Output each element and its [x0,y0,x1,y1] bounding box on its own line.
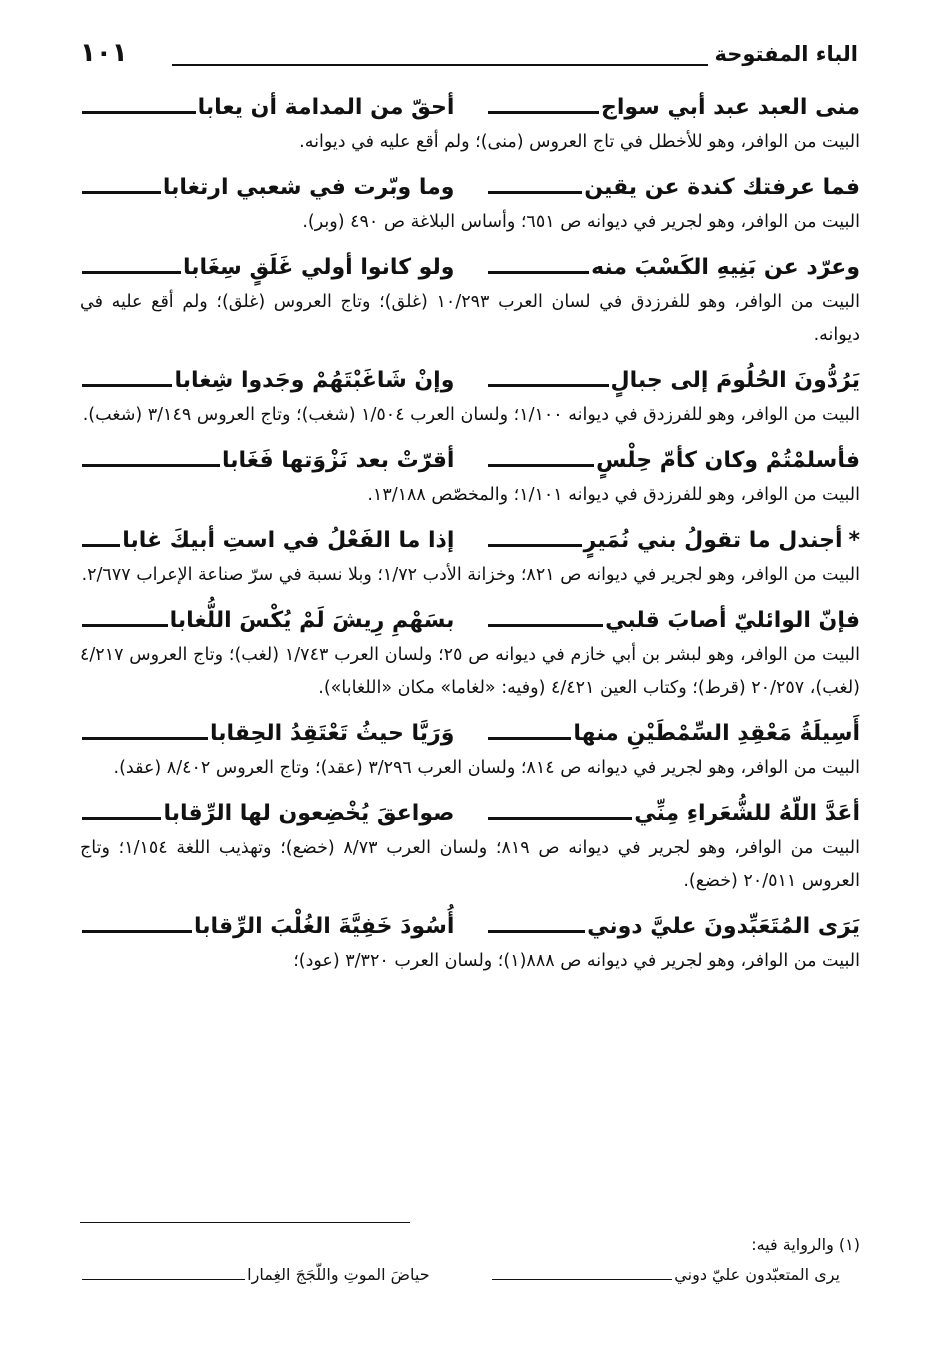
entry [80,90,860,159]
verse-note: البيت من الوافر، وهو للفرزدق في ديوانه ١/١٠٠؛ ولسان العرب ١/٥٠٤ (شغب)؛ وتاج العروس ٣/١٤٩ (شغب). [82,405,860,425]
verse [80,716,860,752]
footnote-text: والرواية فيه: [751,1235,834,1254]
verse-note: البيت من الوافر، وهو للفرزدق في ديوانه ١/١٠١؛ والمخصّص ١٣/١٨٨. [367,485,860,505]
verse-note: البيت من الوافر، وهو لبشر بن أبي خازم في ديوانه ص ٢٥؛ ولسان العرب ١/٧٤٣ (لغب)؛ وتاج العروس ٤/٢١٧ (لغب)، ٢٠/٢٥٧ (قرط)؛ وكتاب العين ٤/٤٢١ (وفيه: «لغاما» مكان «اللغابا»). [80,645,860,698]
verse [80,170,860,206]
first-hemistich: أَسِيلَةُ مَعْقِدِ السِّمْطَيْنِ منها [486,716,860,752]
first-hemistich: فأسلمْتُمْ وكان كأمّ حِلْسٍ [486,443,860,479]
second-hemistich: وَرَيَّا حيثُ تَعْتَقِدُ الحِقابا [80,716,454,752]
verse-note: البيت من الوافر، وهو للأخطل في تاج العروس (منى)؛ ولم أقع عليه في ديوانه. [299,132,860,152]
verse [80,443,860,479]
verse [80,523,860,559]
first-hemistich: * أجندل ما تقولُ بني نُمَيرٍ [486,523,860,559]
footnote-second-hemistich: حياضَ الموتِ واللّجَجَ الغِمارا [80,1260,430,1290]
first-hemistich: يَرُدُّونَ الحُلُومَ إلى جبالٍ [486,363,860,399]
first-hemistich: وعرّد عن بَنِيهِ الكَسْبَ منه [486,250,860,286]
entry [80,603,860,705]
second-hemistich: أُسُودَ خَفِيَّةَ الغُلْبَ الرِّقابا [80,909,454,945]
first-hemistich: يَرَى المُتَعَبِّدونَ عليَّ دوني [486,909,860,945]
second-hemistich: وما وبّرت في شعبي ارتغابا [80,170,454,206]
page-header [80,38,858,78]
entry [80,443,860,512]
second-hemistich: أحقّ من المدامة أن يعابا [80,90,454,126]
verse-note: البيت من الوافر، وهو لجرير في ديوانه ص ٨٢١؛ وخزانة الأدب ١/٧٢؛ وبلا نسبة في سرّ صناعة الإعراب ٢/٦٧٧. [81,565,860,585]
verse [80,796,860,832]
footnote-marker: (١) [838,1235,860,1254]
entry [80,170,860,239]
first-hemistich: منى العبد عبد أبي سواج [486,90,860,126]
verse-note: البيت من الوافر، وهو لجرير في ديوانه ص ٨١٩؛ ولسان العرب ٨/٧٣ (خضع)؛ وتهذيب اللغة ١/١٥٤؛ وتاج العروس ٢٠/٥١١ (خضع). [80,838,861,891]
footnote-intro [80,1230,860,1260]
verse [80,90,860,126]
footnote-first-hemistich: يرى المتعبّدون عليّ دوني [490,1260,840,1290]
verse [80,909,860,945]
header-rule [172,64,708,66]
verse [80,603,860,639]
entries [80,90,860,989]
footnote-verse [80,1260,860,1290]
entry [80,363,860,432]
verse [80,250,860,286]
verse-note: البيت من الوافر، وهو لجرير في ديوانه ص ٦٥١؛ وأساس البلاغة ص ٤٩٠ (وبر). [302,212,860,232]
verse [80,363,860,399]
second-hemistich: ولو كانوا أولي غَلَقٍ سِغَابا [80,250,454,286]
entry [80,523,860,592]
second-hemistich: وإنْ شَاغَبْتَهُمْ وجَدوا شِغابا [80,363,454,399]
entry [80,796,860,898]
second-hemistich: صواعقَ يُخْضِعون لها الرِّقابا [80,796,454,832]
first-hemistich: أعَدَّ اللّهُ للشُّعَراءِ مِنِّي [486,796,860,832]
entry [80,250,860,352]
page-number: ١٠١ [80,38,128,68]
star-marker: * [848,528,860,553]
verse-note: البيت من الوافر، وهو للفرزدق في لسان العرب ١٠/٢٩٣ (غلق)؛ وتاج العروس (غلق)؛ ولم أقع عليه في ديوانه. [80,292,860,345]
second-hemistich: إذا ما الفَعْلُ في استِ أبيكَ غابا [80,523,454,559]
entry [80,716,860,785]
second-hemistich: بسَهْمِ رِيشَ لَمْ يُكْسَ اللُّغابا [80,603,454,639]
footnote-rule [80,1222,410,1223]
verse-note: البيت من الوافر، وهو لجرير في ديوانه ص ٨١٤؛ ولسان العرب ٣/٢٩٦ (عقد)؛ وتاج العروس ٨/٤٠٢ (عقد). [113,758,860,778]
first-hemistich: فإنّ الوائليّ أصابَ قلبي [486,603,860,639]
verse-note: البيت من الوافر، وهو لجرير في ديوانه ص ٨٨٨(١)؛ ولسان العرب ٣/٣٢٠ (عود)؛ [293,951,860,971]
footnote [80,1230,860,1290]
chapter-title: الباء المفتوحة [714,42,858,66]
first-hemistich: فما عرفتك كندة عن يقين [486,170,860,206]
entry [80,909,860,978]
second-hemistich: أقرّتْ بعد نَزْوَتها فَغَابا [80,443,454,479]
